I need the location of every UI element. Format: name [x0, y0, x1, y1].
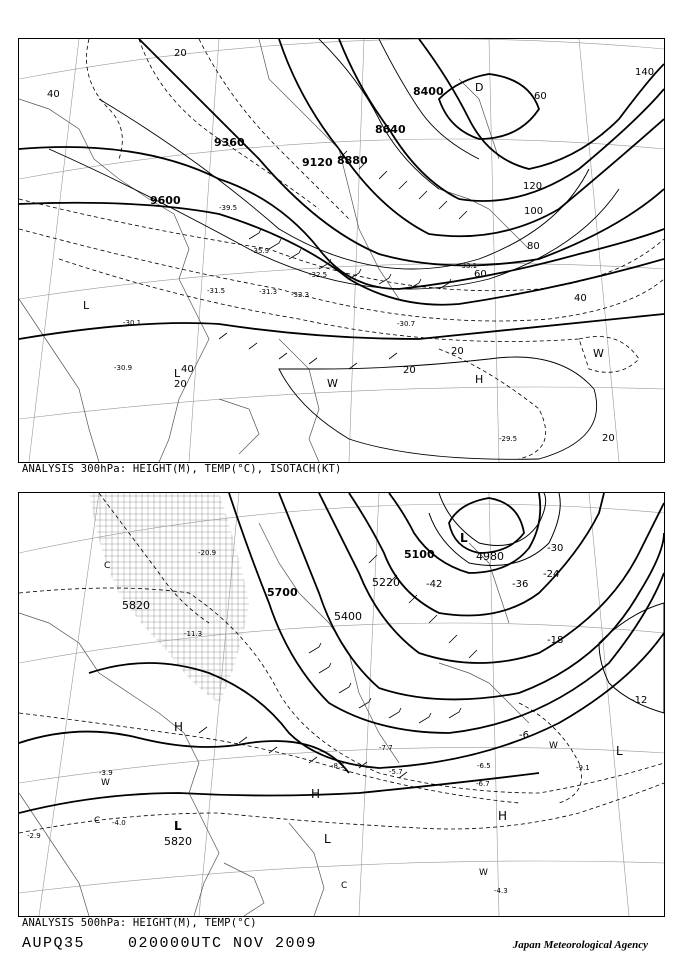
agency-name: Japan Meteorological Agency [512, 939, 648, 951]
graticule [19, 39, 664, 462]
warm-symbol: W [101, 778, 110, 788]
isotach-label: 60 [474, 269, 487, 280]
high-pressure-symbol: H [174, 720, 184, 734]
height-label: 8400 [413, 85, 444, 98]
height-label: 4980 [476, 550, 504, 563]
height-label: 5400 [334, 610, 362, 623]
temp-iso-label: -30 [547, 543, 564, 554]
temp-label: -6.5 [477, 762, 491, 770]
warm-symbol: W [479, 868, 488, 878]
isotach-label: 20 [451, 346, 464, 357]
height-label: 9120 [302, 156, 333, 169]
temp-label: -9.1 [576, 764, 590, 772]
height-label: 9600 [150, 194, 181, 207]
cold-symbol: C [104, 561, 111, 571]
coastline [19, 523, 529, 916]
hatched-region [89, 493, 249, 703]
height-label: 8880 [337, 154, 368, 167]
isotach-label: 60 [534, 91, 547, 102]
temp-label: -39.5 [219, 204, 238, 212]
temp-iso-label: -12 [631, 695, 648, 706]
temp-label: -30.7 [397, 320, 416, 328]
isotach-label: 40 [574, 293, 587, 304]
warm-symbol: W [549, 741, 558, 751]
temp-iso-label: -36 [512, 579, 529, 590]
warm-symbol: W [593, 347, 604, 360]
upper-chart-caption: ANALYSIS 300hPa: HEIGHT(M), TEMP(°C), ISOTACH(KT) [22, 463, 342, 475]
height-contours [19, 39, 664, 339]
temp-label: -6.7 [476, 780, 490, 788]
bulletin-code: AUPQ35 [22, 935, 86, 952]
temp-iso-label: -18 [547, 635, 564, 646]
low-pressure-symbol: L [174, 819, 182, 833]
temp-label: -32.3 [291, 291, 310, 299]
isotach-label: 140 [635, 67, 655, 78]
lower-chart-map [19, 493, 664, 916]
height-label: 5220 [372, 576, 400, 589]
d-symbol: D [475, 81, 484, 94]
temperature-isotherms [19, 39, 664, 459]
temp-label: -20.9 [198, 549, 217, 557]
temp-label: -5.7 [389, 768, 403, 776]
warm-symbol: W [327, 377, 338, 390]
temp-label: -30.9 [114, 364, 133, 372]
low-pressure-symbol: L [616, 744, 623, 758]
temp-label: -4.3 [494, 887, 508, 895]
height-label: 9360 [214, 136, 245, 149]
temp-iso-label: -24 [543, 569, 560, 580]
isotach-label: 40 [181, 364, 194, 375]
lower-chart-500hpa [18, 492, 665, 917]
low-pressure-symbol: L [174, 367, 181, 380]
upper-chart-300hpa [18, 38, 665, 463]
temp-label: -8.5 [331, 762, 345, 770]
temp-label: -35.9 [251, 247, 270, 255]
cold-symbol: C [94, 816, 101, 826]
low-pressure-symbol: L [83, 299, 90, 312]
height-label: 5700 [267, 586, 298, 599]
low-pressure-symbol: L [324, 832, 331, 846]
upper-chart-map [19, 39, 664, 462]
temp-label: -31.5 [207, 287, 226, 295]
temp-label: -2.9 [27, 832, 41, 840]
height-label: 5820 [122, 599, 150, 612]
temp-label: -33.1 [459, 262, 478, 270]
height-label: 5820 [164, 835, 192, 848]
high-pressure-symbol: H [311, 787, 321, 801]
isotach-label: 20 [174, 379, 187, 390]
temp-label: -4.0 [112, 819, 126, 827]
high-pressure-symbol: H [498, 809, 508, 823]
height-label: 5100 [404, 548, 435, 561]
temp-label: -30.1 [123, 319, 142, 327]
isotach-label: 20 [602, 433, 615, 444]
cold-symbol: C [341, 881, 348, 891]
isotach-label: 40 [47, 89, 60, 100]
temp-label: -29.5 [499, 435, 518, 443]
low-pressure-symbol: L [460, 531, 468, 545]
temp-label: -3.9 [99, 769, 113, 777]
isotach-label: 80 [527, 241, 540, 252]
temp-label: -7.7 [379, 744, 393, 752]
isotach-label: 120 [523, 181, 543, 192]
temp-label: -32.5 [309, 271, 328, 279]
high-pressure-symbol: H [475, 373, 484, 386]
temp-iso-label: -42 [426, 579, 443, 590]
isotach-label: 20 [403, 365, 416, 376]
temp-iso-label: -6 [519, 730, 529, 741]
analysis-time: 020000UTC NOV 2009 [128, 935, 318, 952]
temp-label: -31.3 [259, 288, 278, 296]
isotach-label: 100 [524, 206, 544, 217]
lower-chart-caption: ANALYSIS 500hPa: HEIGHT(M), TEMP(°C) [22, 917, 257, 929]
temp-label: -11.3 [184, 630, 203, 638]
height-label: 8640 [375, 123, 406, 136]
isotach-label: 20 [174, 48, 187, 59]
